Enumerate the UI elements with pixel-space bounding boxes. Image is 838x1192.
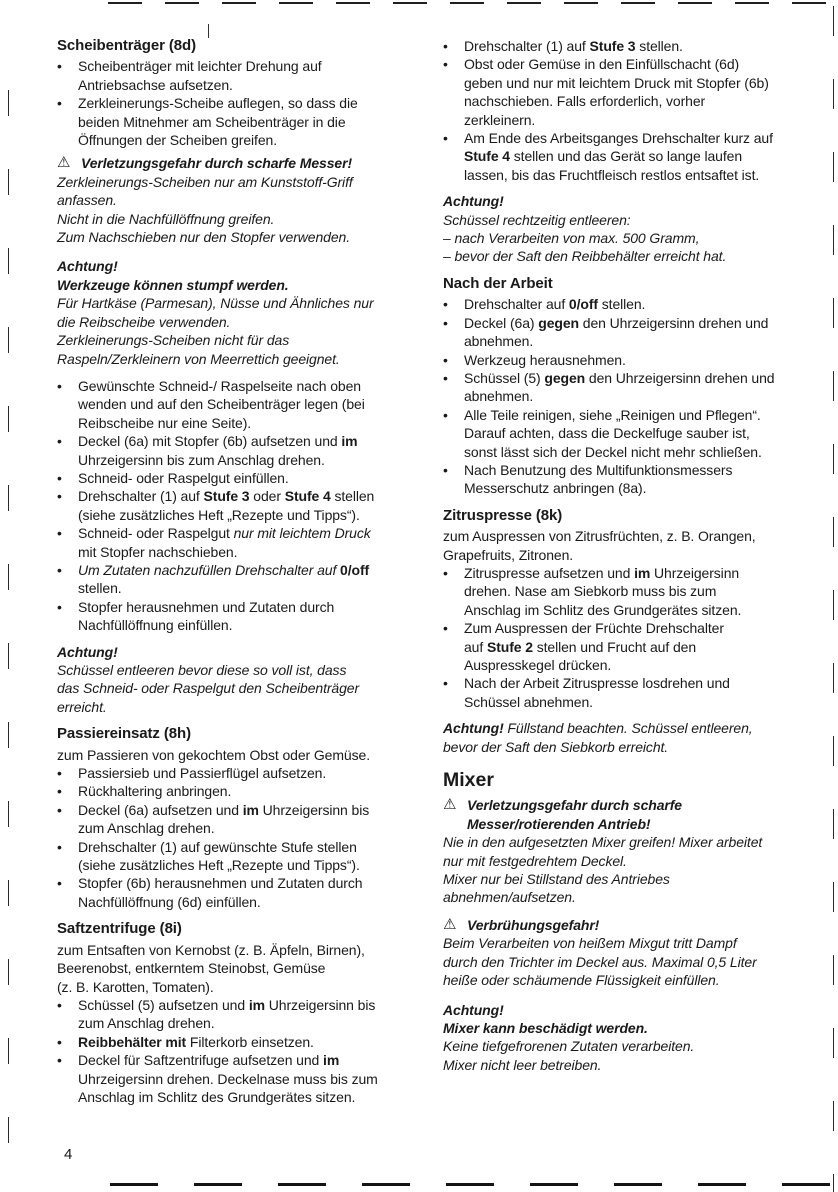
bullet-text: Schneid- oder Raspelgut einfüllen. — [78, 469, 289, 486]
bullet-item — [57, 1051, 431, 1106]
caution-paragraph: Achtung! Schüssel entleeren bevor diese so voll ist, dass das Schneid- oder Raspelgut den Scheibenträger erreicht. — [57, 643, 360, 715]
page-number: 4 — [64, 1146, 73, 1163]
bullet-item — [443, 369, 829, 406]
scan-crop-mark-bottom — [110, 1183, 838, 1186]
paragraph: Nie in den aufgesetzten Mixer greifen! Mixer arbeitet nur mit festgedrehtem Deckel. Mixer nur bei Stillstand des Antriebes abnehmen/aufsetzen. — [443, 834, 763, 906]
bullet-text: Drehschalter auf 0/off stellen. — [464, 296, 646, 313]
scan-crop-mark-top — [108, 2, 838, 4]
bullet-icon: • — [57, 525, 62, 542]
bullet-text: Stopfer herausnehmen und Zutaten durch Nachfüllöffnung einfüllen. — [78, 598, 335, 634]
section-heading: Nach der Arbeit — [443, 274, 553, 292]
bullet-item — [443, 295, 829, 313]
warning-triangle-icon: ⚠ — [57, 154, 71, 172]
bullet-icon: • — [57, 598, 62, 615]
bullet-text: Schneid- oder Raspelgut nur mit leichtem Druck mit Stopfer nachschieben. — [78, 525, 371, 560]
bullet-icon: • — [57, 561, 62, 578]
bullet-list — [57, 996, 431, 1106]
warning-triangle-icon: ⚠ — [443, 915, 457, 933]
bullet-text: Passiersieb und Passierflügel aufsetzen. — [78, 765, 327, 782]
warning-text: Verletzungsgefahr durch scharfe Messer/rotierenden Antrieb! — [467, 797, 682, 832]
caution-paragraph: Achtung! Füllstand beachten. Schüssel entleeren, bevor der Saft den Siebkorb erreicht. — [443, 720, 753, 755]
bullet-item — [443, 461, 829, 498]
bullet-text: Zitruspresse aufsetzen und im Uhrzeigersinn drehen. Nase am Siebkorb muss bis zum Anschlag im Schlitz des Grundgerätes sitzen. — [464, 564, 742, 618]
bullet-text: Nach der Arbeit Zitruspresse losdrehen und Schüssel abnehmen. — [464, 675, 730, 710]
bullet-icon: • — [443, 620, 448, 637]
bullet-text: Schüssel (5) gegen den Uhrzeigersinn drehen und abnehmen. — [464, 369, 775, 405]
bullet-item — [443, 406, 829, 461]
bullet-icon: • — [57, 783, 62, 800]
bullet-item — [57, 57, 431, 94]
bullet-icon: • — [443, 314, 448, 331]
bullet-item — [443, 37, 829, 55]
caution-paragraph: Achtung! Werkzeuge können stumpf werden. Für Hartkäse (Parmesan), Nüsse und Ähnliches nur die Reibscheibe verwenden. Zerkleinerungs-Scheiben nicht für das Raspeln/Zerkleinern von Meerrettich geeignet. — [57, 258, 374, 367]
bullet-text: Nach Benutzung des Multifunktionsmessers Messerschutz anbringen (8a). — [464, 461, 733, 497]
warning-triangle-icon: ⚠ — [443, 796, 457, 814]
bullet-icon: • — [57, 838, 62, 855]
bullet-list — [443, 564, 829, 711]
paragraph: Beim Verarbeiten von heißem Mixgut tritt Dampf durch den Trichter im Deckel aus. Maximal 0,5 Liter heiße oder schäumende Flüssigkeit einfüllen. — [443, 935, 757, 989]
bullet-item — [57, 838, 431, 875]
bullet-item — [443, 314, 829, 351]
warning-text: Verbrühungsgefahr! — [467, 916, 600, 933]
bullet-icon: • — [443, 296, 448, 313]
scan-crop-mark-right — [833, 6, 834, 1192]
bullet-text: Deckel (6a) aufsetzen und im Uhrzeigersinn bis zum Anschlag drehen. — [78, 801, 370, 837]
bullet-item — [443, 564, 829, 619]
bullet-text: Drehschalter (1) auf Stufe 3 stellen. — [464, 38, 683, 54]
bullet-icon: • — [57, 1052, 62, 1069]
bullet-text: Drehschalter (1) auf Stufe 3 oder Stufe 4 stellen (siehe zusätzliches Heft „Rezepte und Tipps“). — [78, 488, 375, 523]
bullet-text: Gewünschte Schneid-/ Raspelseite nach oben wenden und auf den Scheibenträger legen (bei Reibscheibe nur eine Seite). — [78, 377, 365, 431]
paragraph: zum Auspressen von Zitrusfrüchten, z. B. Orangen, Grapefruits, Zitronen. — [443, 528, 756, 563]
bullet-text: Deckel für Saftzentrifuge aufsetzen und im Uhrzeigersinn drehen. Deckelnase muss bis zum Anschlag im Schlitz des Grundgerätes sitzen. — [78, 1052, 378, 1105]
bullet-icon: • — [443, 38, 448, 54]
bullet-text: Zerkleinerungs-Scheibe auflegen, so dass die beiden Mitnehmer am Scheibenträger in die Öffnungen der Scheiben greifen. — [78, 95, 358, 149]
caution-paragraph: Achtung! Mixer kann beschädigt werden. Keine tiefgefrorenen Zutaten verarbeiten. Mixer nicht leer betreiben. — [443, 1001, 695, 1073]
bullet-item — [443, 55, 829, 129]
bullet-text: Um Zutaten nachzufüllen Drehschalter auf 0/off stellen. — [78, 561, 370, 597]
bullet-item — [57, 432, 431, 469]
bullet-icon: • — [443, 406, 448, 423]
bullet-text: Reibbehälter mit Filterkorb einsetzen. — [78, 1033, 314, 1050]
bullet-text: Scheibenträger mit leichter Drehung auf Antriebsachse aufsetzen. — [78, 58, 322, 93]
bullet-icon: • — [57, 469, 62, 486]
bullet-text: Alle Teile reinigen, siehe „Reinigen und Pflegen“. Darauf achten, dass die Deckelfuge sauber ist, sonst lässt sich der Deckel nicht mehr schließen. — [464, 406, 762, 460]
paragraph: Zerkleinerungs-Scheiben nur am Kunststoff-Griff anfassen. Nicht in die Nachfüllöffnung greifen. Zum Nachschieben nur den Stopfer verwenden. — [57, 173, 353, 246]
bullet-text: Zum Auspressen der Früchte Drehschalter auf Stufe 2 stellen und Frucht auf den Auspresskegel drücken. — [464, 620, 724, 673]
section-heading: Scheibenträger (8d) — [57, 37, 196, 54]
bullet-icon: • — [57, 765, 62, 782]
bullet-item — [57, 377, 431, 432]
bullet-icon: • — [57, 801, 62, 818]
bullet-icon: • — [443, 564, 448, 581]
scan-crop-mark-left — [8, 90, 9, 1192]
warning-note — [443, 916, 829, 934]
bullet-item — [57, 469, 431, 487]
warning-note — [57, 154, 431, 172]
bullet-item — [57, 561, 431, 598]
bullet-item — [57, 487, 431, 524]
section-heading: Zitruspresse (8k) — [443, 506, 563, 524]
section-heading: Saftzentrifuge (8i) — [57, 920, 182, 938]
bullet-item — [443, 129, 829, 184]
bullet-text: Schüssel (5) aufsetzen und im Uhrzeigersinn bis zum Anschlag drehen. — [78, 996, 376, 1032]
bullet-text: Deckel (6a) mit Stopfer (6b) aufsetzen und im Uhrzeigersinn bis zum Anschlag drehen. — [78, 433, 358, 468]
paragraph: zum Entsaften von Kernobst (z. B. Äpfeln, Birnen), Beerenobst, entkerntem Steinobst, Gemüse (z. B. Karotten, Tomaten). — [57, 941, 365, 995]
bullet-item — [57, 598, 431, 635]
bullet-icon: • — [443, 351, 448, 368]
bullet-icon: • — [443, 461, 448, 478]
bullet-icon: • — [57, 58, 62, 75]
bullet-text: Obst oder Gemüse in den Einfüllschacht (6d) geben und nur mit leichtem Druck mit Stopfer (6b) nachschieben. Falls erforderlich, vorher zerkleinern. — [464, 56, 769, 128]
bullet-icon: • — [443, 130, 448, 147]
bullet-text: Stopfer (6b) herausnehmen und Zutaten durch Nachfüllöffnung (6d) einfüllen. — [78, 875, 363, 910]
bullet-text: Deckel (6a) gegen den Uhrzeigersinn drehen und abnehmen. — [464, 314, 769, 350]
bullet-item — [57, 874, 431, 911]
bullet-list — [57, 377, 431, 635]
bullet-item — [443, 351, 829, 369]
bullet-text: Am Ende des Arbeitsganges Drehschalter kurz auf Stufe 4 stellen und das Gerät so lange laufen lassen, bis das Fruchtfleisch restlos entsaftet ist. — [464, 130, 773, 183]
bullet-item — [57, 764, 431, 782]
left-column — [57, 37, 431, 1106]
bullet-icon: • — [443, 56, 448, 73]
bullet-item — [57, 94, 431, 149]
bullet-icon: • — [57, 1033, 62, 1050]
bullet-icon: • — [443, 369, 448, 386]
scan-tick-mark — [208, 24, 209, 38]
right-column — [443, 37, 829, 1074]
bullet-icon: • — [443, 675, 448, 692]
bullet-icon: • — [57, 875, 62, 892]
bullet-list — [57, 764, 431, 911]
bullet-item — [57, 1033, 431, 1051]
bullet-item — [443, 619, 829, 674]
caution-paragraph: Achtung! Schüssel rechtzeitig entleeren: – nach Verarbeiten von max. 500 Gramm, – bevor der Saft den Reibbehälter erreicht hat. — [443, 193, 727, 265]
bullet-text: Werkzeug herausnehmen. — [464, 351, 626, 368]
paragraph: zum Passieren von gekochtem Obst oder Gemüse. — [57, 746, 370, 763]
bullet-item — [57, 996, 431, 1033]
bullet-list — [443, 37, 829, 184]
bullet-text: Rückhaltering anbringen. — [78, 783, 232, 800]
warning-note — [443, 796, 829, 833]
section-heading: Passiereinsatz (8h) — [57, 725, 191, 743]
bullet-item — [57, 782, 431, 800]
bullet-list — [57, 57, 431, 149]
bullet-icon: • — [57, 996, 62, 1013]
bullet-list — [443, 295, 829, 497]
section-heading: Mixer — [443, 769, 494, 792]
bullet-icon: • — [57, 488, 62, 505]
bullet-text: Drehschalter (1) auf gewünschte Stufe stellen (siehe zusätzliches Heft „Rezepte und Tipps“). — [78, 838, 360, 874]
warning-text: Verletzungsgefahr durch scharfe Messer! — [81, 155, 353, 172]
bullet-item — [57, 801, 431, 838]
bullet-icon: • — [57, 377, 62, 394]
bullet-item — [443, 674, 829, 711]
bullet-icon: • — [57, 433, 62, 450]
bullet-item — [57, 524, 431, 561]
bullet-icon: • — [57, 95, 62, 112]
